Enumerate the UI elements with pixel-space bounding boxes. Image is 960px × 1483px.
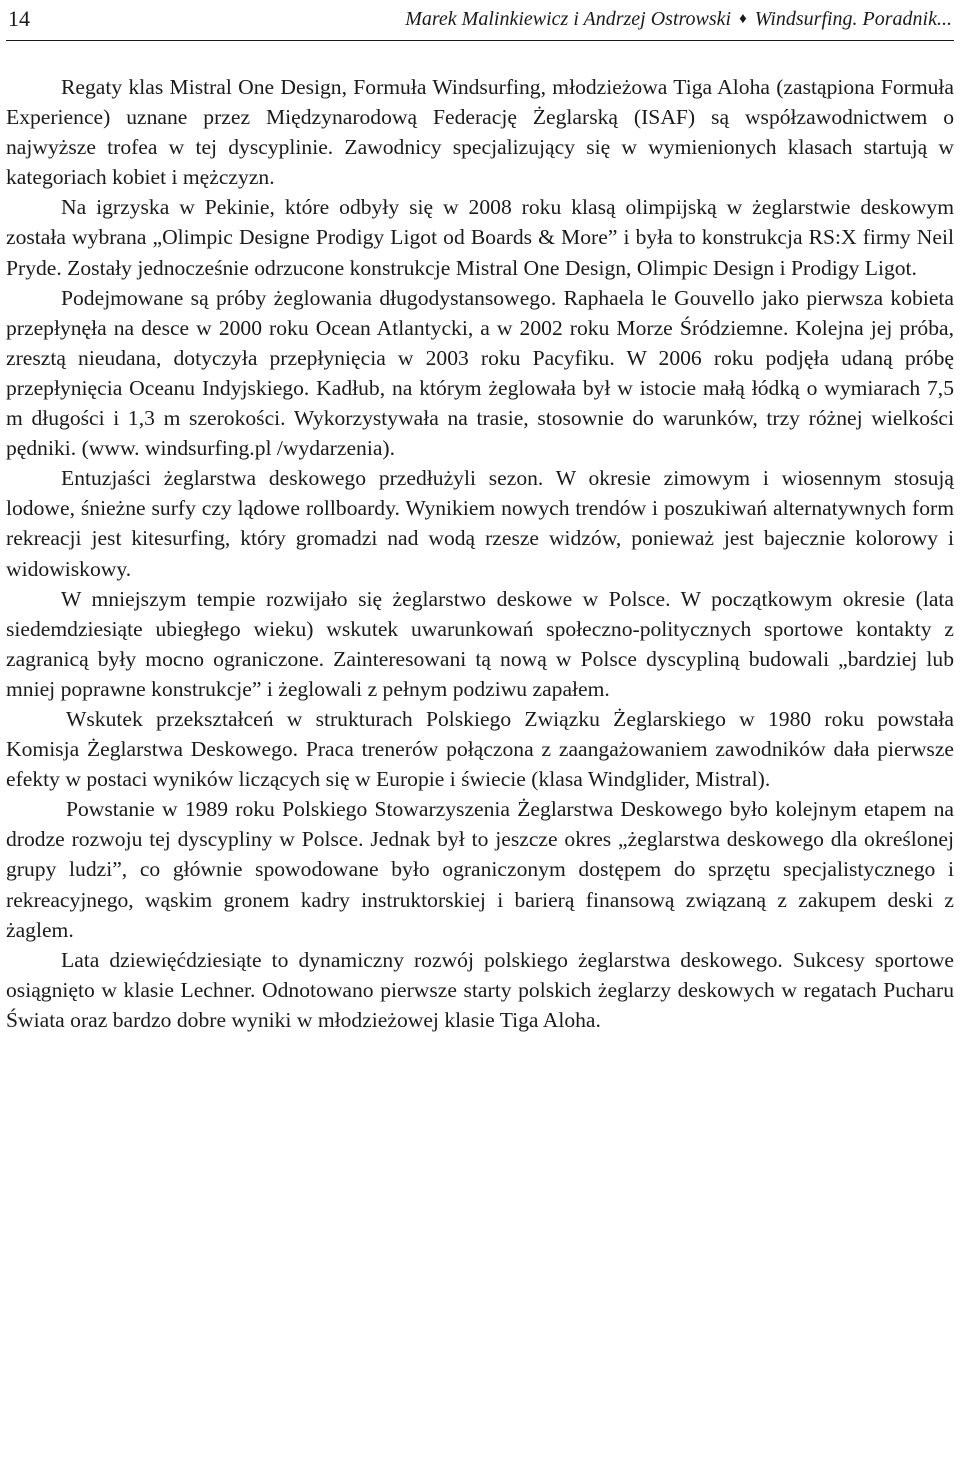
running-head (405, 4, 952, 34)
paragraph-beijing-olympics: Na igrzyska w Pekinie, które odbyły się w 2008 roku klasą olimpijską w żeglarstwie deskowym została wybrana „Olimpic Designe Prodigy Ligot od Boards & More” i była to konstrukcja RS:X firmy Neil Pryde. Zostały jednocześnie odrzucone konstrukcje Mistral One Design, Olimpic Design i Prodigy Ligot. (6, 195, 954, 280)
page-header (6, 4, 954, 41)
paragraph-poland-beginnings: W mniejszym tempie rozwijało się żeglarstwo deskowe w Polsce. W początkowym okresie (lata siedemdziesiąte ubiegłego wieku) wskutek uwarunkowań społeczno-politycznych sportowe kontakty z zagranicą były mocno ograniczone. Zainteresowani tą nową w Polsce dyscypliną budowali „bardziej lub mniej poprawne konstrukcje” i żeglowali z pełnym podziwu zapałem. (6, 586, 954, 701)
paragraph-long-distance: Podejmowane są próby żeglowania długodystansowego. Raphaela le Gouvello jako pierwsza kobieta przepłynęła na desce w 2000 roku Ocean Atlantycki, a w 2002 roku Morze Śródziemne. Kolejna jej próba, zresztą nieudana, dotyczyła przepłynięcia w 2003 roku Pacyfiku. W 2006 roku podjęła udaną próbę przepłynięcia Oceanu Indyjskiego. Kadłub, na którym żeglowała był w istocie małą łódką o wymiarach 7,5 m długości i 1,3 m szerokości. Wykorzystywała na trasie, stosownie do warunków, trzy różnej wielkości pędniki. (www. windsurfing.pl /wydarzenia). (6, 285, 954, 461)
paragraph-extended-season: Entuzjaści żeglarstwa deskowego przedłużyli sezon. W okresie zimowym i wiosennym stosują lodowe, śnieżne surfy czy lądowe rollboardy. Wynikiem nowych trendów i poszukiwań alternatywnych form rekreacji jest kitesurfing, który gromadzi nad wodą rzesze widzów, ponieważ jest bajecznie kolorowy i widowiskowy. (6, 466, 954, 581)
running-head-authors: Marek Malinkiewicz i Andrzej Ostrowski (405, 8, 732, 30)
paragraph-association-1989: Powstanie w 1989 roku Polskiego Stowarzyszenia Żeglarstwa Deskowego było kolejnym etapem na drodze rozwoju tej dyscypliny w Polsce. Jednak był to jeszcze okres „żeglarstwa deskowego dla określonej grupy ludzi”, co głównie spowodowane było ograniczonym dostępem do sprzętu specjalistycznego i rekreacyjnego, wąskim gronem kadry instruktorskiej i barierą finansową związaną z zakupem deski z żaglem. (6, 797, 954, 942)
body-text (6, 72, 954, 1035)
running-head-title: Windsurfing. Poradnik... (754, 8, 952, 30)
page-number: 14 (8, 6, 30, 31)
paragraph-regatta-classes: Regaty klas Mistral One Design, Formuła Windsurfing, młodzieżowa Tiga Aloha (zastąpiona Formuła Experience) uznane przez Międzynarodową Federację Żeglarską (ISAF) są współzawodnictwem o najwyższe trofea w tej dyscyplinie. Zawodnicy specjalizujący się w wymienionych klasach startują w kategoriach kobiet i mężczyzn. (6, 75, 954, 190)
paragraph-commission-1980: Wskutek przekształceń w strukturach Polskiego Związku Żeglarskiego w 1980 roku powstała Komisja Żeglarstwa Deskowego. Praca trenerów połączona z zaangażowaniem zawodników dała pierwsze efekty w postaci wyników liczących się w Europie i świecie (klasa Windglider, Mistral). (6, 706, 954, 792)
diamond-separator-icon: ♦ (739, 11, 747, 27)
book-page (6, 0, 954, 1035)
paragraph-nineties: Lata dziewięćdziesiąte to dynamiczny rozwój polskiego żeglarstwa deskowego. Sukcesy sportowe osiągnięto w klasie Lechner. Odnotowano pierwsze starty polskich żeglarzy deskowych w regatach Pucharu Świata oraz bardzo dobre wyniki w młodzieżowej klasie Tiga Aloha. (6, 947, 954, 1032)
